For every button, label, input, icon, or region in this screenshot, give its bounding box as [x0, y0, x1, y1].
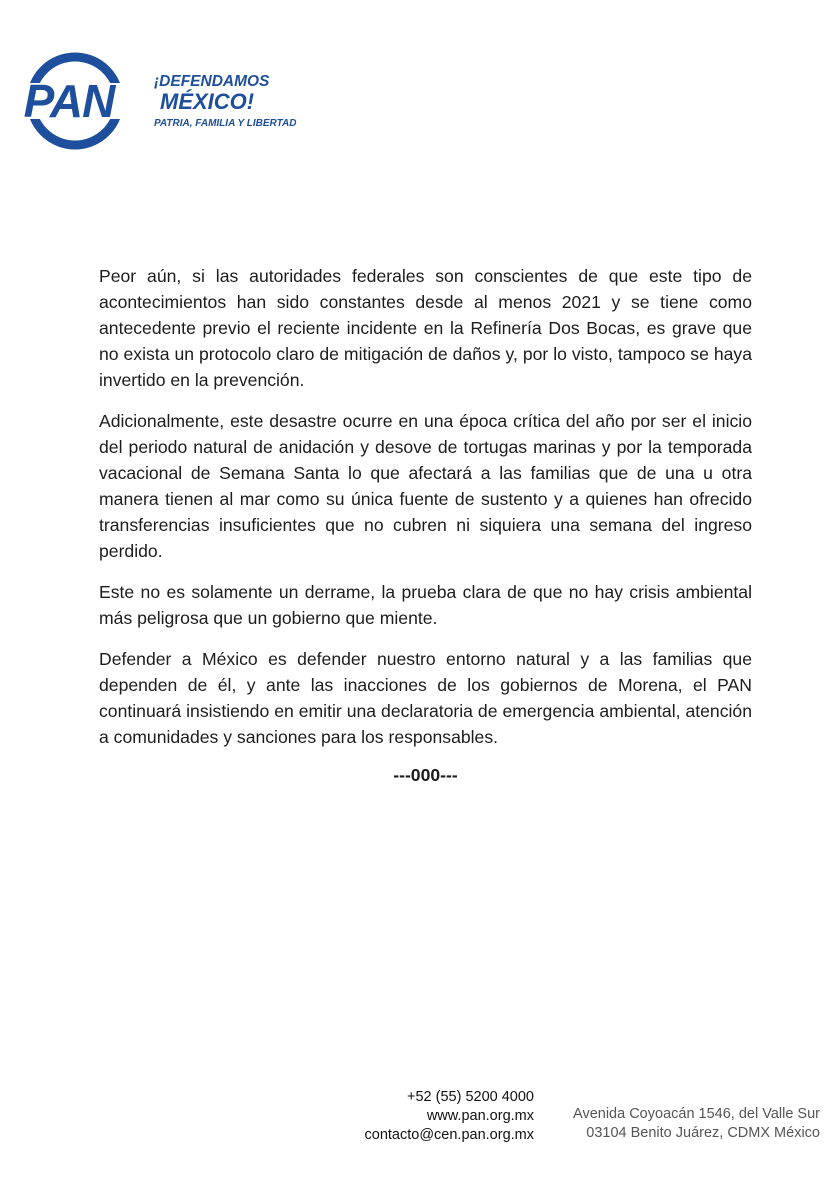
footer-phone: +52 (55) 5200 4000: [407, 1089, 534, 1105]
pan-logo: [6, 50, 132, 152]
letterhead: [6, 50, 297, 155]
footer-address: [573, 1105, 820, 1143]
press-release-body: [99, 263, 752, 786]
closing-mark: ---000---: [393, 765, 458, 785]
pan-logo-text: PAN: [23, 75, 115, 127]
footer-address-line-1: Avenida Coyoacán 1546, del Valle Sur: [573, 1106, 820, 1122]
paragraph-4: Defender a México es defender nuestro entorno natural y a las familias que dependen de él, y ante las inacciones de los gobiernos de Morena, el PAN continuará insistiendo en emitir una declaratoria de emergencia ambiental, atención a comunidades y sanciones para los responsables.: [99, 649, 752, 747]
footer-address-line-2: 03104 Benito Juárez, CDMX México: [586, 1125, 820, 1141]
paragraph-1: Peor aún, si las autoridades federales son conscientes de que este tipo de acontecimientos han sido constantes desde al menos 2021 y se tiene como antecedente previo el reciente incidente en la Refinería Dos Bocas, es grave que no exista un protocolo claro de mitigación de daños y, por lo visto, tampoco se haya invertido en la prevención.: [99, 266, 752, 390]
footer-contact: [365, 1088, 534, 1145]
slogan-line-1: ¡DEFENDAMOS: [154, 73, 270, 90]
slogan-line-2: MÉXICO!: [160, 89, 255, 114]
paragraph-2: Adicionalmente, este desastre ocurre en una época crítica del año por ser el inicio del periodo natural de anidación y desove de tortugas marinas y por la temporada vacacional de Semana Santa lo que afectará a las familias que de una u otra manera tienen al mar como su única fuente de sustento y a quienes han ofrecido transferencias insuficientes que no cubren ni siquiera una semana del ingreso perdido.: [99, 411, 752, 561]
slogan-line-3: PATRIA, FAMILIA Y LIBERTAD: [154, 118, 297, 129]
paragraph-3: Este no es solamente un derrame, la prueba clara de que no hay crisis ambiental más peligrosa que un gobierno que miente.: [99, 582, 752, 628]
footer-website: www.pan.org.mx: [426, 1108, 534, 1124]
slogan-logo: [152, 70, 297, 132]
footer-email: contacto@cen.pan.org.mx: [364, 1127, 534, 1143]
